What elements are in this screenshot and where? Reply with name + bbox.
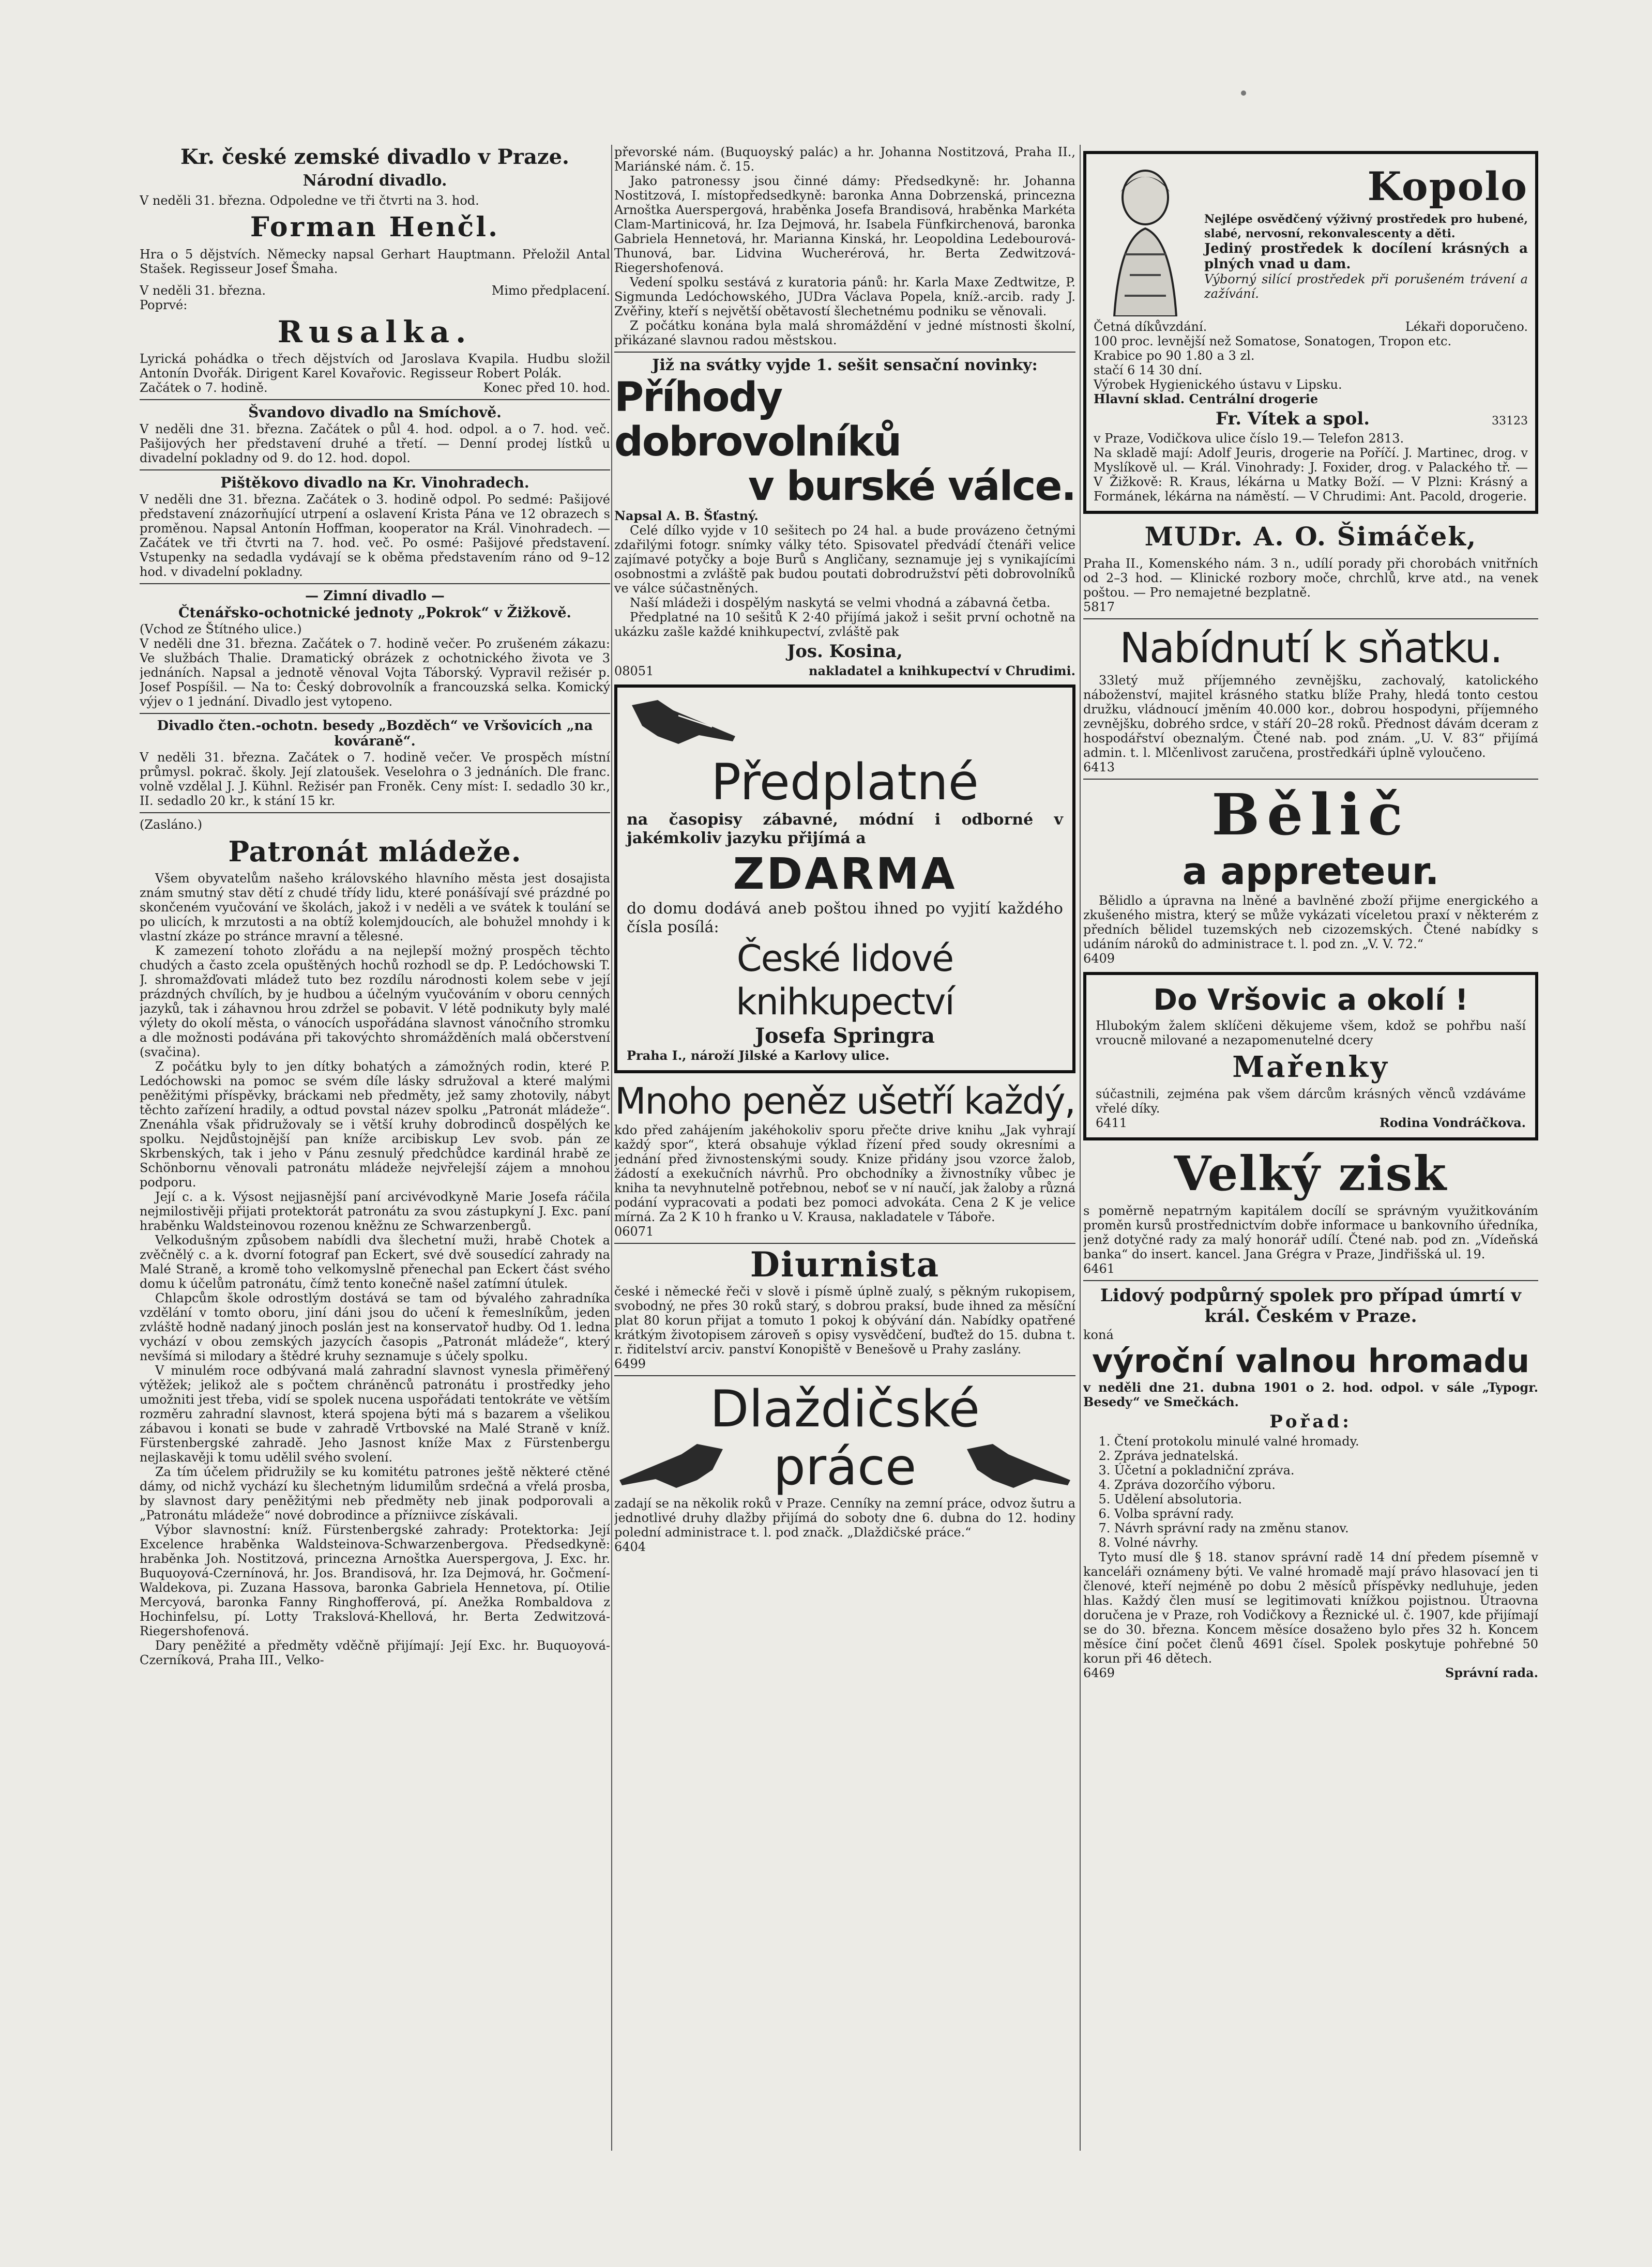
agenda-item: 4. Zpráva dozorčího výboru. (1114, 1478, 1538, 1492)
kopolo-ad (1083, 151, 1538, 514)
ad-title: práce (773, 1438, 917, 1497)
ad-text: Celé dílko vyjde v 10 sešitech po 24 hal. a bude provázeno četnými zdařilými fotogr. snímky války této. Spisovatel předvádí čtenáři velice zajímavé potyčky a boje Burů s Angličany, seznamuje jej s vynikajícími osobnostmi a zvláště pak budou poutati dobrodružství pěti dobrovolníků ve válce súčastněných. (614, 523, 1075, 596)
thanks-notice (1083, 972, 1538, 1140)
end-time: Konec před 10. hod. (483, 381, 610, 395)
section-divider (140, 399, 610, 400)
agenda-item: 3. Účetní a pokladniční zpráva. (1114, 1463, 1538, 1478)
notice-signature: Rodina Vondráčkova. (1379, 1115, 1526, 1130)
ad-number: 6409 (1083, 951, 1115, 966)
agenda-heading: Pořad: (1269, 1411, 1352, 1432)
section-divider (140, 583, 610, 584)
ad-subtitle: a appreteur. (1182, 849, 1439, 893)
article-paragraph: Výbor slavnostní: kníž. Fürstenbergské zahrady: Protektorka: Její Excelence hraběnka Waldsteinova-Schwarzenbergova. Předsedkyně: hraběnka Joh. Nostitzová, princezna Arnoštka Auerspergova, J. Exc. hr. Buquoyová-Czernínová, hr. Jos. Brandisová, hr. Iza Dejmová, hr. Gočmení-Waldekova, pi. Zuzana Hassova, baronka Gabriela Hennetova, pí. Otilie Mercyová, baronka Fanny Ringhofferová, pí. Anežka Rombaldova z Hochinfelsu, pí. Lotty Trakslová-Khellová, hr. Berta Zedwitzová-Riegershofenová. (140, 1523, 610, 1638)
doctor-name: MUDr. A. O. Šimáček, (1144, 521, 1477, 552)
performance-date: V neděli 31. března. (140, 283, 266, 298)
ad-text: do domu dodává aneb poštou ihned po vyjití každého čísla posílá: (627, 900, 1063, 936)
notice-text: súčastnili, zejména pak všem dárcům krásných věnců vzdáváme vřelé díky. (1096, 1087, 1526, 1116)
stockists: Na skladě mají: Adolf Jeuris, drogerie na Poříčí. J. Martinec, drog. v Myslíkově ul. — Král. Vinohrady: J. Foxider, drog. v Palackého tř. — V Žižkově: R. Kraus, lékárna u Matky Boží. — V Plzni: Krásný a Formánek, lékárna na náměstí. — V Chrudimi: Ant. Pacold, drogerie. (1094, 446, 1528, 504)
ad-title: Předplatné (711, 753, 979, 811)
premiere-label: Poprvé: (140, 298, 188, 312)
section-divider (140, 812, 610, 813)
article-paragraph: Za tím účelem přidružily se ku komitétu patrones ještě některé ctěné dámy, od nichž vychází ku šlechetným lidumilům srdečná a vřelá prosba, by slavnost dary peněžitými neb předměty neb jinak podporovali a „Patronátu mládeže“ nové dobrodince a přízniivce získávali. (140, 1465, 610, 1523)
duration-line: stačí 6 14 30 dní. (1094, 363, 1203, 377)
ad-title: Příhody dobrovolníků (614, 374, 901, 465)
product-text: Nejlépe osvědčený výživný prostředek pro hubené, slabé, nervosní, rekonvalescenty a děti. (1204, 212, 1528, 240)
section-heading: Divadlo čten.-ochotn. besedy „Bozděch“ ve Vršovicích „na kováraně“. (157, 718, 593, 749)
ad-heading: Již na svátky vyjde 1. sešit sensační novinky: (652, 356, 1038, 374)
bookshop-owner: Josefa Springra (755, 1024, 935, 1048)
pointing-hand-icon (627, 695, 740, 752)
ad-number: 6413 (1083, 760, 1115, 774)
ad-number: 6404 (614, 1540, 646, 1554)
play-title: Rusalka. (277, 314, 473, 349)
ad-title: Velký zisk (1174, 1146, 1448, 1201)
article-paragraph: Velkodušným způsobem nabídli dva šlechetní muži, hrabě Chotek a zvěčnělý c. a k. dvorní fotograf pan Eckert, své dvě sousedící zahrady na Malé Straně, a kromě toho velkomyslně přenechal pan Eckert část svého domu k účelům patronátu, čímž tento konečně našel zatímní útulek. (140, 1233, 610, 1291)
section-heading: — Zimní divadlo — (305, 588, 445, 604)
column-rule (1080, 145, 1081, 2151)
publisher-name: Jos. Kosina, (787, 641, 903, 662)
ad-text: na časopisy zábavné, módní i odborné v jakémkoliv jazyku přijímá a (627, 811, 1063, 847)
performance-line (140, 283, 610, 298)
publisher-address: nakladatel a knihkupectví v Chrudimi. (809, 663, 1075, 678)
deceased-name: Mařenky (1232, 1050, 1389, 1084)
section-heading: Švandovo divadlo na Smíchově. (248, 404, 502, 421)
agenda-item: 8. Volné návrhy. (1114, 1535, 1538, 1550)
ad-text: kdo před zahájením jakéhokoliv sporu přečte drive knihu „Jak vyhrají každý spor“, která obsahuje výklad řízení před soudy okresními a jednání před živnostenskými soudy. Knize přidány jsou vzorce žalob, žádostí a exekučních návrhů. Pro obchodníky a živnostníky vůbec je kniha ta nevyhnutelně potřebnou, neboť se v ní naučí, jak žaloby a různá podání vypracovati a podati bez pomoci advokáta. Cena 2 K je velice mírná. Za 2 K 10 h franko u V. Krausa, nakladatele v Táboře. (614, 1123, 1075, 1224)
pointing-hand-icon (614, 1439, 728, 1496)
society-name: Lidový podpůrný spolek pro případ úmrtí v král. Českém v Praze. (1100, 1285, 1522, 1327)
ad-text: zadají se na několik roků v Praze. Cenníky na zemní práce, odvoz šutru a jednotlivé druhy dlažby přijímá do soboty dne 6. dubna do 12. hodiny polední administrace t. l. pod značk. „Dlaždičské práce.“ (614, 1496, 1075, 1540)
product-text: Lékaři doporučeno. (1405, 319, 1528, 334)
agenda-item: 6. Volba správní rady. (1114, 1507, 1538, 1521)
section-divider (1083, 1280, 1538, 1281)
meeting-text: Tyto musí dle § 18. stanov správní radě 14 dní předem písemně v kanceláři oznámeny býti. Ve valné hromadě mají právo hlasovací jen ti členové, kteří nejméně po dobu 2 měsíců příspěvky nedluhuje, jeden hlas. Každý člen musí se legitimovati knížkou pojistnou. Útraovna doručena je v Praze, roh Vodičkovy a Řeznické ul. č. 1907, kde přijímají se do 30. března. Koncem měsíce dosaženo bylo přes 32 h. Koncem měsíce činí počet členů 4691 čísel. Spolek poskytuje pohřebné 50 korun při 46 dětech. (1083, 1550, 1538, 1666)
bookshop-name: České lidové knihkupectví (736, 937, 954, 1023)
performance-date: V neděli 31. března. Odpoledne ve tři čtvrti na 3. hod. (140, 193, 479, 208)
ad-title: v burské válce. (748, 463, 1075, 510)
supplier-line (1094, 406, 1528, 431)
ad-text: Naší mládeži i dospělým naskytá se velmi vhodná a zábavná četba. (630, 596, 1051, 610)
ad-number: 06071 (614, 1224, 654, 1239)
performance-times (140, 381, 610, 395)
product-text: 100 proc. levnější než Somatose, Sonatogen, Tropon etc. (1094, 334, 1452, 348)
price-line: Krabice po 90 1.80 a 3 zl. (1094, 348, 1255, 363)
section-divider (614, 1375, 1075, 1376)
product-text: Jediný prostředek k docílení krásných a plných vnad u dam. (1204, 241, 1528, 272)
ad-number: 6461 (1083, 1261, 1115, 1276)
subscription-ad (614, 684, 1075, 1073)
play-title: Forman Henčl. (250, 211, 500, 243)
article-paragraph: Vedení spolku sestává z kuratoria pánů: hr. Karla Maxe Zedtwitze, P. Sigmunda Ledóchowského, JUDra Václava Popela, kníž.-arcib. rady J. Zvěřiny, kteří s největší obětavostí šlechetnému podniku se věnovali. (614, 275, 1075, 318)
section-heading: Čtenářsko-ochotnické jednoty „Pokrok“ v Žižkově. (178, 605, 571, 621)
ad-title: Nabídnutí k sňatku. (1119, 624, 1502, 672)
ad-number: 08051 (614, 664, 654, 678)
play-info: Lyrická pohádka o třech dějstvích od Jaroslava Kvapila. Hudbu složil Antonín Dvořák. Dirigent Karel Kovařovic. Regisseur Robert Polák. (140, 352, 610, 381)
ad-number: 6499 (614, 1357, 646, 1371)
ad-text: Bělidlo a úpravna na lněné a bavlněné zboží přijme energického a zkušeného mistra, který se může vykázati víceletou praxí v některém z předních bělidel tuzemských neb cizozemských. Čtené nabídky s udáním nároků do administrace t. l. pod zn. „V. V. 72.“ (1083, 893, 1538, 951)
publisher-line (614, 664, 1075, 678)
section-text: V neděli dne 31. března. Začátek o půl 4. hod. odpol. a o 7. hod. več. Pašijových her představení druhé a třetí. — Denní prodej lístků u divadelní pokladny od 9. do 12. hod. dopol. (140, 422, 610, 465)
product-info-line (1094, 319, 1528, 334)
ad-text: Předplatné na 10 sešitů K 2·40 přijímá jakož i sešit první ochotně na ukázku zašle každé knihkupectví, zvláště pak (614, 610, 1075, 639)
sent-in-label: (Zasláno.) (140, 817, 203, 832)
warehouse-label: Hlavní sklad. Centrální drogerie (1094, 391, 1318, 406)
article-paragraph: Její c. a k. Výsost nejjasnější paní arcivévodkyně Marie Josefa ráčila nejmilostivěji přijati protektorát patronátu za svou zástupkyní J. Exc. paní hraběnku Waldsteinovou rozenou kněžnu ze Schwarzenbergů. (140, 1190, 610, 1233)
ad-number: 6469 (1083, 1666, 1115, 1680)
notice-footer (1096, 1116, 1526, 1130)
article-paragraph: převorské nám. (Buquoyský palác) a hr. Johanna Nostitzová, Praha II., Mariánské nám. č. 15. (614, 145, 1075, 174)
pointing-hand-icon (962, 1439, 1075, 1496)
section-divider (140, 713, 610, 714)
ad-title: Mnoho peněz ušetří každý, (615, 1080, 1075, 1122)
agenda-item: 1. Čtení protokolu minulé valné hromady. (1114, 1434, 1538, 1449)
section-subheading: (Vchod ze Štítného ulice.) (140, 622, 302, 636)
right-column (1083, 145, 1538, 2161)
left-column (140, 145, 610, 2161)
ad-title-row (614, 1438, 1075, 1496)
supplier-address: v Praze, Vodičkova ulice číslo 19.— Telefon 2813. (1094, 431, 1404, 446)
ad-text: české i německé řeči v slově i písmě úplně zualý, s pěkným rukopisem, svobodný, ne přes 30 roků starý, s dobrou praksí, bude ihned za měsíční plat 80 korun přijat a tomuto 1 pokoj k obývání dán. Nabídky opatřené krátkým životopisem zároveň s opisy vysvědčení, buďtež do 15. dubna t. r. řiditelství arciv. panství Konopiště v Benešově u Prahy zaslány. (614, 1284, 1075, 1357)
section-divider (140, 469, 610, 470)
article-paragraph: Chlapcům škole odrostlým dostává se tam od bývalého zahradníka vzdělání v tomto oboru, jiní dáni jsou do učení k řemeslníkům, jeden zvláště hodně nadaný jinoch poslán jest na konservatoř hudby. Od 1. ledna vychází v obou zemských jazycích časopis „Patronát mládeže“, který nevšímá si milodary a štědré kruhy seznamuje s účely spolku. (140, 1291, 610, 1363)
notice-title: Do Vršovic a okolí ! (1153, 983, 1468, 1017)
ad-title: Dlaždičské (709, 1380, 980, 1439)
article-title: Patronát mládeže. (228, 835, 522, 868)
theatre-subheading: Národní divadlo. (302, 172, 447, 190)
agenda-item: 7. Návrh správní rady na změnu stanov. (1114, 1521, 1538, 1535)
column-rule (611, 145, 612, 2151)
product-name: Kopolo (1367, 163, 1528, 209)
ad-text: Praha II., Komenského nám. 3 n., udílí porady při chorobách vnitřních od 2–3 hod. — Klinické rozbory moče, chrchlů, krve atd., na venek poštou. — Pro nemajetné bezplatně. (1083, 556, 1538, 600)
meeting-title: výroční valnou hromadu (1092, 1342, 1529, 1380)
section-divider (614, 1243, 1075, 1244)
notice-text: Hlubokým žalem sklíčeni děkujeme všem, kdož se pohřbu naší vroucně milované a nezapomenutelné dcery (1096, 1018, 1526, 1047)
article-paragraph: V minulém roce odbývaná malá zahradní slavnost vynesla přiměřený výtěžek; jelikož ale s počtem chráněnců patronátu i prostředky jeho umožniti jest třeba, vidí se spolek nucena uspořádati tentokráte ve větším rozměru zahradní slavnost, která spojena býti má s bazarem a všelikou zábavou i konati se bude v zahradě Vrtbovské na Malé Straně v kníž. Fürstenbergské zahradě. Jeho Jasnost kníže Max z Fürstenbergu nejlaskavěji k tomu udělil svého svolení. (140, 1363, 610, 1465)
lady-portrait-illustration (1094, 161, 1197, 316)
section-heading: Pištěkovo divadlo na Kr. Vinohradech. (220, 474, 529, 491)
paper-speck (1241, 90, 1246, 96)
section-text: V neděli 31. března. Začátek o 7. hodině večer. Ve prospěch místní průmysl. pokrač. školy. Její zlatoušek. Veselohra o 3 jednáních. Dle franc. volně vzdělal J. J. Kühnl. Režisér pan Froněk. Ceny míst: I. sedadlo 30 kr., II. sedadlo 20 kr., k stání 15 kr. (140, 750, 610, 808)
agenda-item: 2. Zpráva jednatelská. (1114, 1449, 1538, 1463)
middle-column (614, 145, 1075, 2161)
start-time: Začátek o 7. hodině. (140, 381, 268, 395)
article-paragraph: Z počátku byly to jen dítky bohatých a zámožných rodin, které P. Ledóchowski na pomoc se svém díle lásky sdružoval a které malými peněžitými příspěvky, bráckami neb předměty, jež samy zhotovily, nábyt těchto zařízení hradily, a odtud povstal název spolku „Patronát mládeže“. Znenáhla však přidružovaly se i větší kruhy dobrodinců dospělých ke spolku. Nejdůstojnější pan kníže arcibiskup Lev svob. pán ze Skrbenských, tak i jeho v Pánu zesnulý předchůdce kardinál hrabě ze Schönbornu věnovali patronátu mládeže nejvřelejší zájem a mnohou podporu. (140, 1059, 610, 1190)
supplier-name: Fr. Vítek a spol. (1215, 408, 1370, 429)
agenda-list (1114, 1434, 1538, 1550)
ad-text: s poměrně nepatrným kapitálem docílí se správným využitkováním proměn kursů prostřednictvím dobře informace u bankovního úředníka, jenž dotyčné rady za malý honorář udílí. Čtené nab. pod zn. „Vídeňská banka“ do insert. kancel. Jana Grégra v Praze, Jindřišská ul. 19. (1083, 1204, 1538, 1261)
ad-number: 33123 (1492, 415, 1528, 428)
section-divider (1083, 618, 1538, 619)
meeting-date: v neděli dne 21. dubna 1901 o 2. hod. odpol. v sále „Typogr. Besedy“ ve Smečkách. (1083, 1380, 1538, 1409)
product-text: Výborný silící prostředek při porušeném trávení a zažívání. (1204, 272, 1528, 301)
article-paragraph: K zamezení tohoto zlořádu a na nejlepší možný prospěch těchto chudých a často zcela opuštěných hochů rozhodl se dp. P. Ledóchowski T. J. shromažďovati mládež tuto bez rozdílu národnosti kolem sebe v její prázdných chvílích, by je hudbou a účelným vyučováním v oboru cenných jazyků, tak i záhavnou hrou zdržel se pobavit. V létě podnikuty byly malé výlety do okolí města, o vánocích uspořádána slavnost vánočního stromku a dle možnosti podávána při takovýchto shromážděních malá občerstvení (svačina). (140, 944, 610, 1059)
section-divider (614, 352, 1075, 353)
section-text: V neděli dne 31. března. Začátek o 3. hodině odpol. Po sedmé: Pašijové představení znázorňující utrpení a oslavení Krista Pána ve 12 obrazech s proměnou. Napsal Antonín Hoffman, kooperator na Král. Vinohradech. — Začátek ve tři čtvrti na 7. hod. več. Po osmé: Pašijové představení. Vstupenky na sedadla vydávají se k oběma představením ráno od 9–12 hod. v divadelní pokladny. (140, 492, 610, 579)
article-paragraph: Všem obyvatelům našeho královského hlavního města jest dosajista znám smutný stav dětí z chudé třídy lidu, které ponášívají své prázdné po skončeném vyučování ve školách, jakož i v neděli a ve svátek k toulání se po ulicích, k mrzutosti a na obtíž kolemjdoucích, ale bohužel mnohdy i k vlastní zkáze po stránce mravní a tělesné. (140, 871, 610, 944)
article-paragraph: Jako patronessy jsou činné dámy: Předsedkyně: hr. Johanna Nostitzová, I. místopředsedkyně: baronka Anna Dobrzenská, princezna Arnoštka Auerspergová, hraběnka Josefa Brandisová, hraběnka Markéta Clam-Martinicová, hr. Iza Dejmová, hr. Isabela Fünfkirchenová, baronka Gabriela Hennetová, hr. Marianna Kinská, hr. Leopoldina Ledebourová-Thunová, bar. Lidvina Wucherérová, hr. Berta Zedwitzová-Riegershofenová. (614, 174, 1075, 275)
agenda-item: 5. Udělení absolutoria. (1114, 1492, 1538, 1507)
ad-number: 5817 (1083, 600, 1115, 614)
product-text: Četná díkůvzdání. (1094, 319, 1207, 334)
ad-title: Diurnista (750, 1244, 940, 1285)
play-info: Hra o 5 dějstvích. Německy napsal Gerhart Hauptmann. Přeložil Antal Stašek. Regisseur Josef Šmaha. (140, 247, 610, 276)
subscription-note: Mimo předplacení. (491, 283, 610, 298)
meeting-footer (1083, 1666, 1538, 1680)
ad-author: Napsal A. B. Šťastný. (614, 508, 759, 523)
bookshop-address: Praha I., nároží Jilské a Karlovy ulice. (627, 1048, 890, 1063)
article-paragraph: Z počátku konána byla malá shromáždění v jedné místnosti školní, přikázané slavnou radou městskou. (614, 318, 1075, 347)
ad-text: 33letý muž příjemného zevnějšku, zachovalý, katolického náboženství, majitel krásného statku blíže Prahy, hledá tonto cestou družku, vládnoucí jměním 40.000 kor., dobrou hospodyni, příjemného zevnějšku, dobrého srdce, v stáří 20–28 roků. Přednost dávám dceram z hospodářství obeznalým. Čtené nab. pod znám. „U. V. 83“ přijímá admin. t. l. Mlčenlivost zaručena, prostředkáři úplně vyloučeno. (1083, 673, 1538, 760)
product-text: Výrobek Hygienického ústavu v Lipsku. (1094, 377, 1342, 392)
article-paragraph: Dary peněžité a předměty vděčně přijímají: Její Exc. hr. Buquoyová-Czerníková, Praha III., Velko- (140, 1638, 610, 1667)
ad-number: 6411 (1096, 1116, 1128, 1130)
ad-highlight: ZDARMA (733, 848, 957, 899)
section-divider (1083, 779, 1538, 780)
theatre-heading: Kr. české zemské divadlo v Praze. (180, 145, 569, 169)
ad-title: Bělič (1211, 781, 1410, 848)
invite-label: koná (1083, 1328, 1114, 1342)
section-text: V neděli dne 31. března. Začátek o 7. hodině večer. Po zrušeném zákazu: Ve službách Thalie. Dramatický obrázek z ochotnického života ve 3 jednáních. Napsal a jednotě věnoval Vojta Táborský. Vypravil režisér p. Josef Pospíšil. — Na to: Český dobrovolník a francouzská selka. Komický výjev o 1 jednání. Divadlo jest vytopeno. (140, 636, 610, 709)
society-signature: Správní rada. (1445, 1665, 1538, 1680)
